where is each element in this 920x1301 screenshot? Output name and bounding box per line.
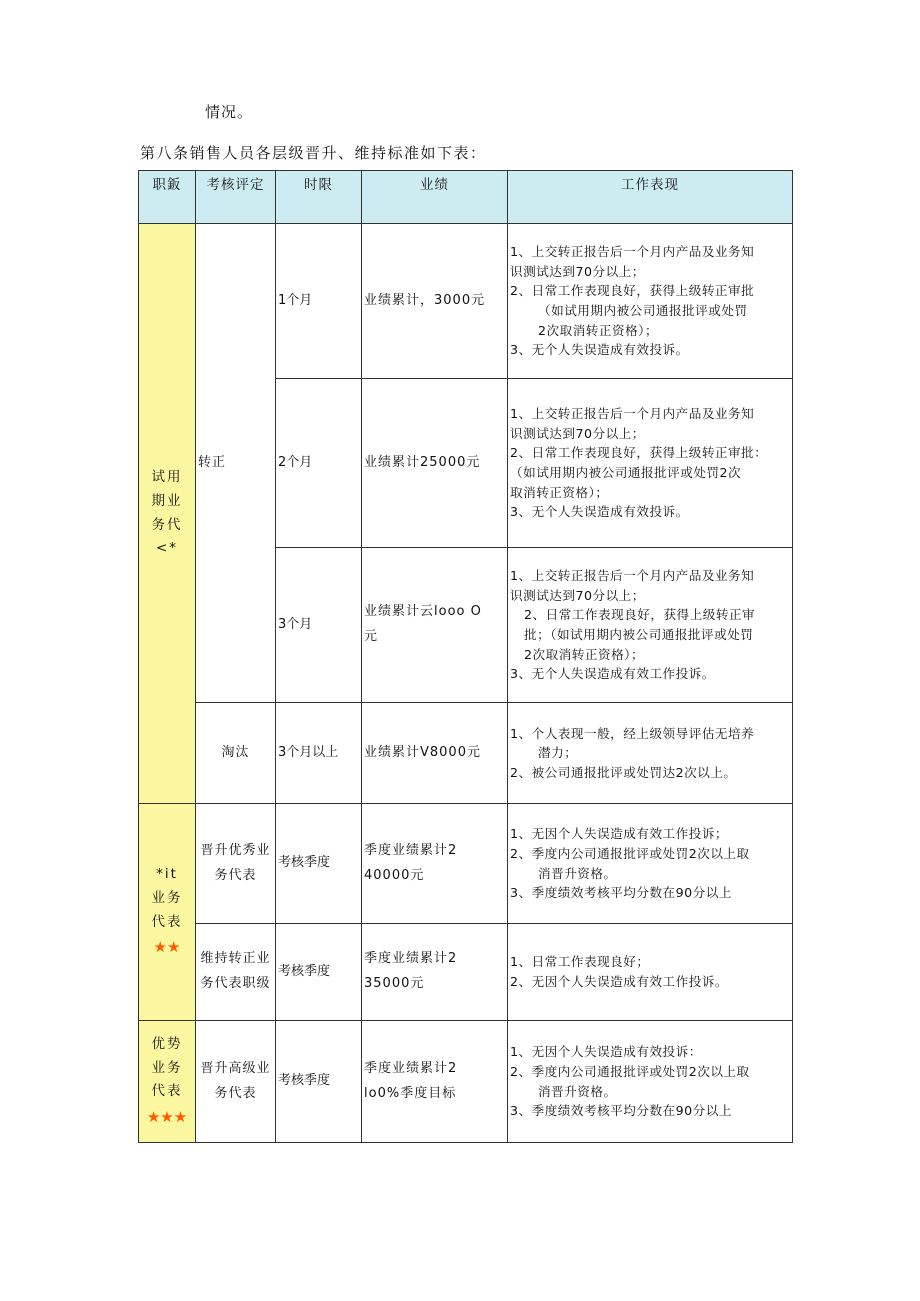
evaluation-cell: 维持转正业 务代表职级 <box>196 924 276 1021</box>
header-work: 工作表现 <box>508 171 793 224</box>
performance-cell: 业绩累计，3000元 <box>362 224 508 379</box>
performance-cell: 季度业绩累计2 40000元 <box>362 804 508 924</box>
performance-cell: 业绩累计V8000元 <box>362 703 508 804</box>
work-cell: 1、个人表现一般，经上级领导评估无培养 潜力； 2、被公司通报批评或处罚达2次以上。 <box>508 703 793 804</box>
period-cell: 3个月以上 <box>276 703 362 804</box>
period-cell: 考核季度 <box>276 804 362 924</box>
article-title: 第八条销售人员各层级晋升、维持标准如下表： <box>140 144 487 162</box>
work-cell: 1、无因个人失误造成有效工作投诉； 2、季度内公司通报批评或处罚2次以上取 消晋升资格。 3、季度绩效考核平均分数在90分以上 <box>508 804 793 924</box>
work-cell: 1、上交转正报告后一个月内产品及业务知 识测试达到70分以上； 2、日常工作表现良好，获得上级转正审批 （如试用期内被公司通报批评或处罚 2次取消转正资格）； 3、无个人失误造成有效投诉。 <box>508 224 793 379</box>
table-row <box>139 924 793 1021</box>
table-row <box>139 1021 793 1143</box>
table-row <box>139 703 793 804</box>
performance-cell: 季度业绩累计2 lo0%季度目标 <box>362 1021 508 1143</box>
intro-line: 情况。 <box>205 103 254 121</box>
rank-trial: 试用 期业 务代 <* <box>139 224 196 804</box>
rank-two-star: *it 业务 代表 ★★ <box>139 804 196 1021</box>
table-header-row <box>139 171 793 224</box>
period-cell: 考核季度 <box>276 924 362 1021</box>
work-cell: 1、无因个人失误造成有效投诉： 2、季度内公司通报批评或处罚2次以上取 消晋升资格。 3、季度绩效考核平均分数在90分以上 <box>508 1021 793 1143</box>
header-rank: 职鈑 <box>139 171 196 224</box>
two-star-icon: ★★ <box>153 938 181 957</box>
performance-cell: 业绩累计云looo O 元 <box>362 548 508 703</box>
rank-three-star: 优势 业务 代表 ★★★ <box>139 1021 196 1143</box>
eval-eliminate: 淘汰 <box>196 703 276 804</box>
three-star-icon: ★★★ <box>146 1107 188 1126</box>
header-evaluation: 考核评定 <box>196 171 276 224</box>
evaluation-cell: 晋升优秀业 务代表 <box>196 804 276 924</box>
period-cell: 2个月 <box>276 379 362 548</box>
period-cell: 3个月 <box>276 548 362 703</box>
table-row <box>139 804 793 924</box>
eval-pass: 转正 <box>196 224 276 703</box>
header-period: 时限 <box>276 171 362 224</box>
performance-cell: 季度业绩累计2 35000元 <box>362 924 508 1021</box>
evaluation-cell: 晋升高级业 务代表 <box>196 1021 276 1143</box>
table-row <box>139 224 793 379</box>
period-cell: 考核季度 <box>276 1021 362 1143</box>
work-cell: 1、上交转正报告后一个月内产品及业务知 识测试达到70分以上； 2、日常工作表现良好，获得上级转正审 批；（如试用期内被公司通报批评或处罚 2次取消转正资格）； 3、无个人失误造成有效工作投诉。 <box>508 548 793 703</box>
work-cell: 1、上交转正报告后一个月内产品及业务知 识测试达到70分以上； 2、日常工作表现良好，获得上级转正审批： （如试用期内被公司通报批评或处罚2次 取消转正资格）； 3、无个人失误造成有效投诉。 <box>508 379 793 548</box>
period-cell: 1个月 <box>276 224 362 379</box>
performance-cell: 业绩累计25000元 <box>362 379 508 548</box>
promotion-standards-table <box>138 170 793 1143</box>
work-cell: 1、日常工作表现良好； 2、无因个人失误造成有效工作投诉。 <box>508 924 793 1021</box>
header-performance: 业绩 <box>362 171 508 224</box>
